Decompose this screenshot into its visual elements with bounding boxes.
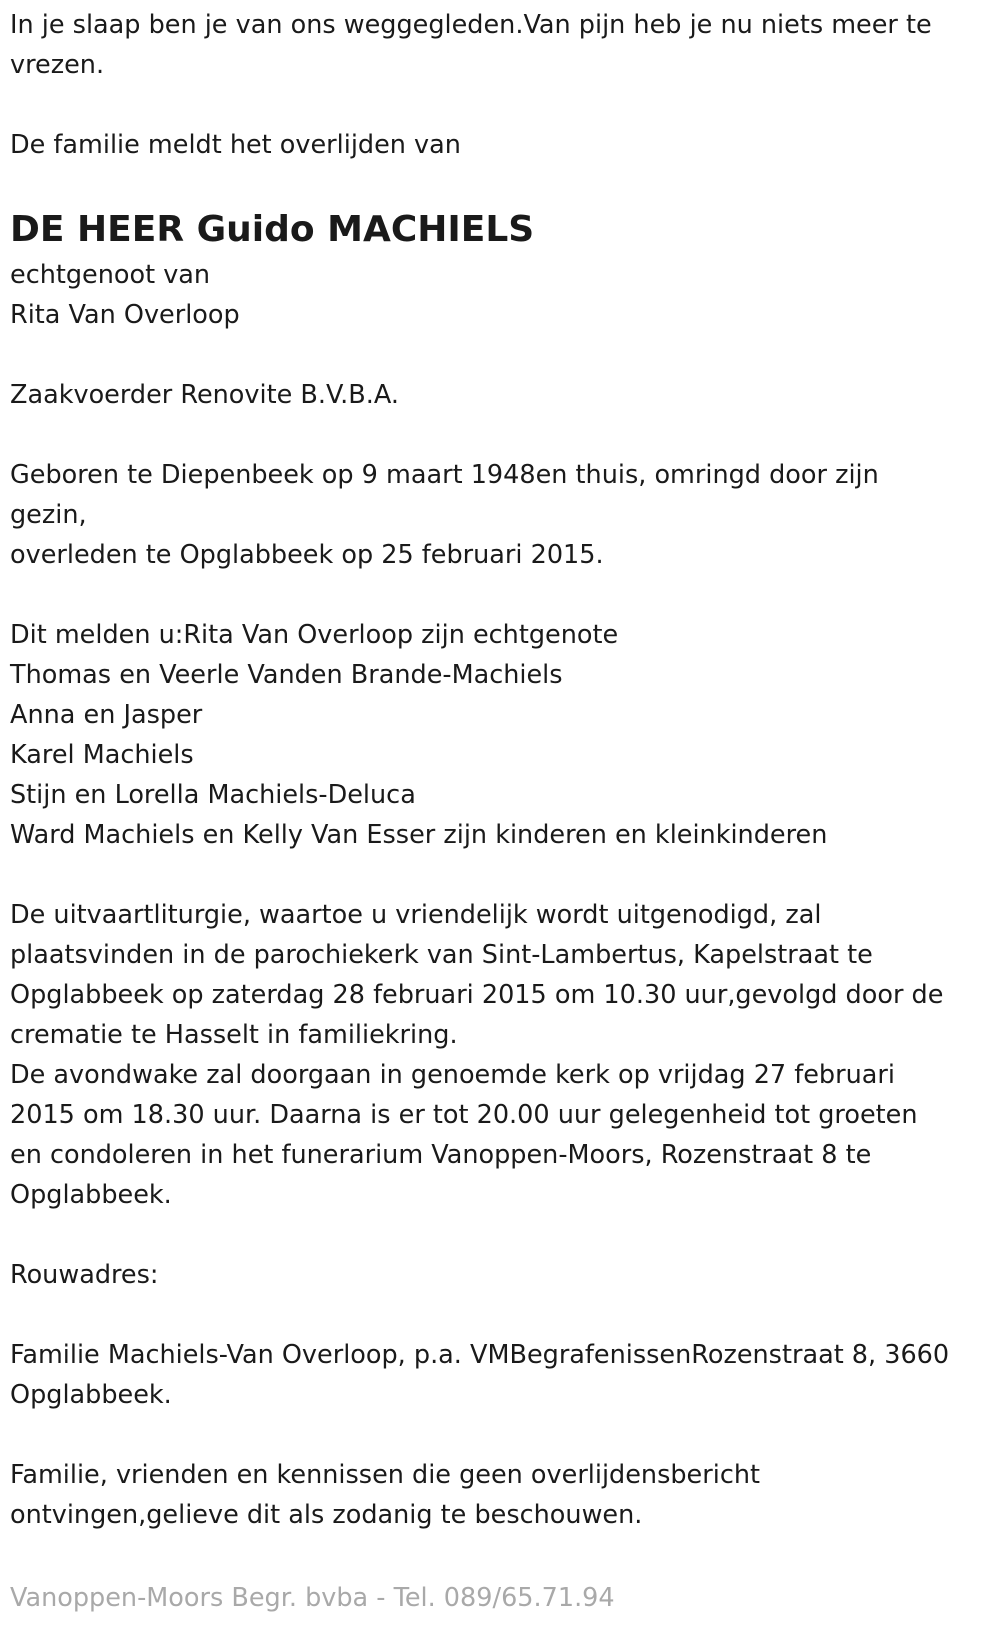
family-line: Dit melden u:Rita Van Overloop zijn echtgenote [10, 620, 619, 650]
birth-line: gezin, [10, 500, 87, 530]
birth-line: Geboren te Diepenbeek op 9 maart 1948en thuis, omringd door zijn [10, 460, 879, 490]
mourning-address [10, 1335, 995, 1415]
ceremony-line: crematie te Hasselt in familiekring. [10, 1020, 458, 1050]
intro-line: vrezen. [10, 50, 105, 80]
closing-line: ontvingen,gelieve dit als zodanig te beschouwen. [10, 1500, 643, 1530]
funeral-home-footer: Vanoppen-Moors Begr. bvba - Tel. 089/65.71.94 [10, 1583, 615, 1613]
deceased-relation: echtgenoot van [10, 260, 211, 290]
spouse-name: Rita Van Overloop [10, 300, 240, 330]
closing-note [10, 1455, 995, 1535]
ceremony-line: 2015 om 18.30 uur. Daarna is er tot 20.00 uur gelegenheid tot groeten [10, 1100, 918, 1130]
ceremony-line: Opglabbeek op zaterdag 28 februari 2015 om 10.30 uur,gevolgd door de [10, 980, 944, 1010]
obituary-text [10, 0, 995, 1535]
ceremony-line: De avondwake zal doorgaan in genoemde kerk op vrijdag 27 februari [10, 1060, 895, 1090]
closing-line: Familie, vrienden en kennissen die geen overlijdensbericht [10, 1460, 760, 1490]
ceremony-line: Opglabbeek. [10, 1180, 172, 1210]
address-line: Familie Machiels-Van Overloop, p.a. VMBegrafenissenRozenstraat 8, 3660 [10, 1340, 950, 1370]
family-list [10, 615, 995, 855]
announcement: De familie meldt het overlijden van [10, 130, 461, 160]
family-line: Thomas en Veerle Vanden Brande-Machiels [10, 660, 563, 690]
family-line: Anna en Jasper [10, 700, 203, 730]
address-line: Opglabbeek. [10, 1380, 172, 1410]
ceremony-line: en condoleren in het funerarium Vanoppen-Moors, Rozenstraat 8 te [10, 1140, 872, 1170]
family-line: Ward Machiels en Kelly Van Esser zijn kinderen en kleinkinderen [10, 820, 828, 850]
address-label: Rouwadres: [10, 1260, 159, 1290]
death-line: overleden te Opglabbeek op 25 februari 2015. [10, 540, 604, 570]
family-line: Karel Machiels [10, 740, 194, 770]
life-dates [10, 455, 995, 575]
occupation: Zaakvoerder Renovite B.V.B.A. [10, 380, 399, 410]
intro-line: In je slaap ben je van ons weggegleden.Van pijn heb je nu niets meer te [10, 10, 932, 40]
ceremony-line: plaatsvinden in de parochiekerk van Sint-Lambertus, Kapelstraat te [10, 940, 873, 970]
family-line: Stijn en Lorella Machiels-Deluca [10, 780, 416, 810]
deceased-name: DE HEER Guido MACHIELS [10, 209, 535, 250]
intro-poem [10, 0, 995, 85]
ceremony-details [10, 895, 995, 1215]
ceremony-line: De uitvaartliturgie, waartoe u vriendelijk wordt uitgenodigd, zal [10, 900, 822, 930]
